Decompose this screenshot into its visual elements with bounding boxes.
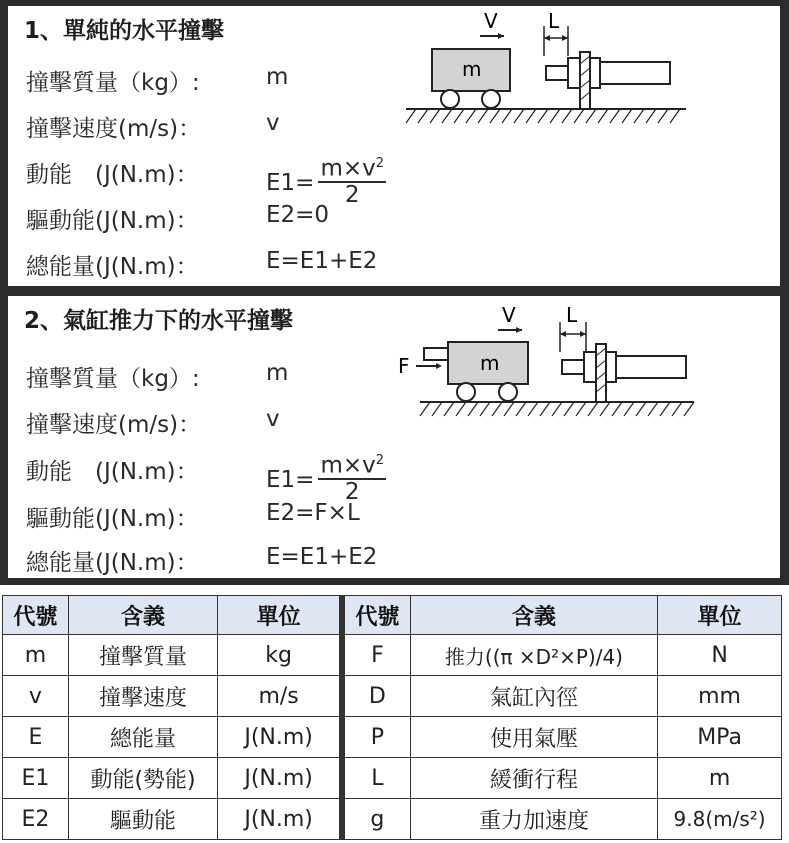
fraction	[318, 152, 386, 207]
cell-code: g	[345, 799, 411, 840]
section-simple-horizontal-impact	[8, 6, 780, 286]
formula-value: v	[266, 406, 280, 432]
wheel-icon	[457, 383, 475, 401]
table-header-row	[345, 596, 782, 635]
formula-value: v	[266, 110, 280, 136]
formula-value: m	[266, 64, 289, 90]
header-meaning: 含義	[410, 596, 657, 635]
formula-label: 總能量(J(N.m)：	[26, 550, 199, 576]
formula-value: E=E1+E2	[266, 248, 378, 274]
impact-diagram	[386, 300, 696, 430]
header-unit: 單位	[658, 596, 782, 635]
cell-meaning: 氣缸內徑	[410, 676, 657, 717]
cell-unit: J(N.m)	[218, 799, 340, 840]
table-row	[345, 717, 782, 758]
stroke-length-label: L	[548, 9, 560, 33]
wheel-icon	[441, 90, 459, 108]
header-code: 代號	[3, 596, 69, 635]
cell-unit: m	[658, 758, 782, 799]
section-cylinder-thrust-impact	[8, 296, 780, 578]
cell-code: E	[3, 717, 69, 758]
table-row	[345, 635, 782, 676]
formula-label: 撞擊速度(m/s)：	[26, 116, 202, 142]
exponent: 2	[375, 453, 385, 468]
formula-label: 撞擊質量（kg）:	[26, 366, 200, 392]
cell-unit: J(N.m)	[218, 717, 340, 758]
fraction-numerator	[318, 449, 386, 480]
fraction	[318, 449, 386, 504]
table-row	[3, 758, 340, 799]
formula-value: E2=F×L	[266, 500, 360, 526]
table-row	[3, 717, 340, 758]
fraction-denominator: 2	[344, 478, 360, 505]
formula-label: 動能 (J(N.m)：	[26, 459, 199, 485]
table-header-row	[3, 596, 340, 635]
table-row	[345, 799, 782, 840]
header-code: 代號	[345, 596, 411, 635]
table-row	[345, 676, 782, 717]
cart-mass-label: m	[480, 351, 500, 375]
table-row	[345, 758, 782, 799]
cell-code: E2	[3, 799, 69, 840]
cell-meaning: 使用氣壓	[410, 717, 657, 758]
cell-meaning: 撞擊速度	[68, 676, 217, 717]
cell-code: m	[3, 635, 69, 676]
table-row	[3, 635, 340, 676]
stroke-length-label: L	[566, 303, 578, 327]
formula-label: 驅動能(J(N.m)：	[26, 506, 199, 532]
cell-unit: 9.8(m/s²)	[658, 799, 782, 840]
formula-label: 總能量(J(N.m)：	[26, 254, 199, 280]
formula-value: m	[266, 360, 289, 386]
cell-unit: N	[658, 635, 782, 676]
cell-code: L	[345, 758, 411, 799]
formula-value: E=E1+E2	[266, 544, 378, 570]
fraction-numerator	[318, 152, 386, 183]
wheel-icon	[482, 90, 500, 108]
numerator-text: m×v	[320, 155, 376, 182]
impact-diagram	[388, 6, 688, 136]
formula-prefix: E1=	[266, 169, 315, 196]
force-label: F	[398, 354, 410, 378]
cell-meaning: 推力((π ×D²×P)/4)	[410, 635, 657, 676]
formula-label: 動能 (J(N.m)：	[26, 162, 199, 188]
shock-absorber-icon	[546, 52, 670, 109]
cell-meaning: 動能(勢能)	[68, 758, 217, 799]
cell-unit: MPa	[658, 717, 782, 758]
formula-label: 撞擊速度(m/s)：	[26, 412, 202, 438]
symbol-table-left	[2, 595, 340, 840]
cell-meaning: 總能量	[68, 717, 217, 758]
section-title: 1、單純的水平撞擊	[24, 18, 225, 44]
cell-unit: J(N.m)	[218, 758, 340, 799]
cell-unit: mm	[658, 676, 782, 717]
cell-meaning: 撞擊質量	[68, 635, 217, 676]
wheel-icon	[499, 383, 517, 401]
shock-absorber-icon	[562, 344, 686, 402]
section-title: 2、氣缸推力下的水平撞擊	[24, 308, 294, 334]
header-meaning: 含義	[68, 596, 217, 635]
formula-value: E2=0	[266, 202, 330, 228]
cell-meaning: 緩衝行程	[410, 758, 657, 799]
symbol-table-area	[0, 585, 789, 843]
numerator-text: m×v	[320, 452, 376, 479]
cell-meaning: 重力加速度	[410, 799, 657, 840]
cell-code: D	[345, 676, 411, 717]
table-row	[3, 676, 340, 717]
cell-code: v	[3, 676, 69, 717]
formula-label: 撞擊質量（kg）:	[26, 70, 200, 96]
cell-unit: m/s	[218, 676, 340, 717]
velocity-label: V	[502, 303, 516, 327]
fraction-denominator: 2	[344, 181, 360, 208]
cell-code: F	[345, 635, 411, 676]
formula-label: 驅動能(J(N.m)：	[26, 208, 199, 234]
cell-unit: kg	[218, 635, 340, 676]
cell-meaning: 驅動能	[68, 799, 217, 840]
cell-code: P	[345, 717, 411, 758]
symbol-table-right	[344, 595, 782, 840]
velocity-label: V	[484, 9, 498, 33]
exponent: 2	[375, 156, 385, 171]
table-row	[3, 799, 340, 840]
cell-code: E1	[3, 758, 69, 799]
formula-prefix: E1=	[266, 466, 315, 493]
header-unit: 單位	[218, 596, 340, 635]
cart-mass-label: m	[462, 57, 482, 81]
